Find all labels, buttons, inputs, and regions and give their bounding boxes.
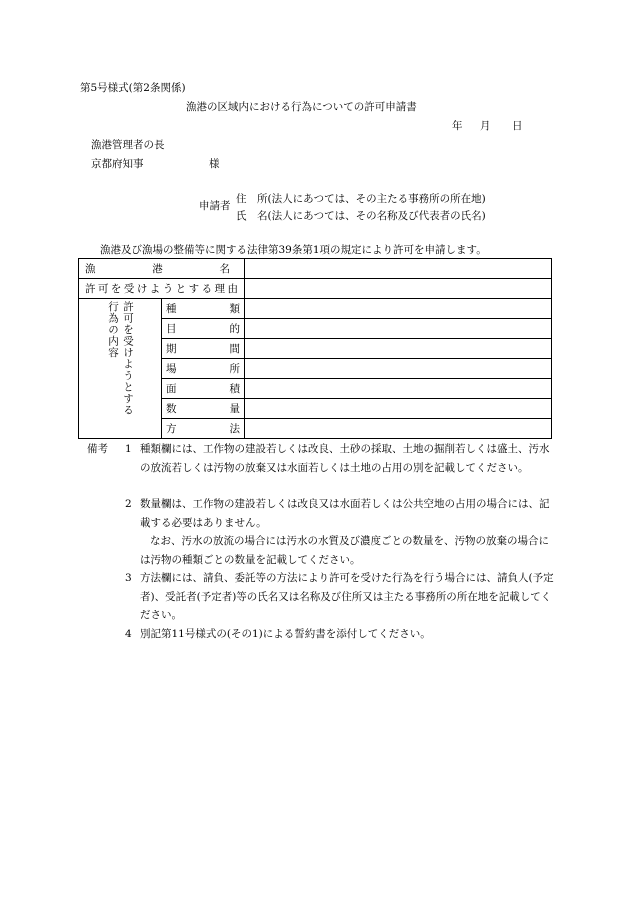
date-day: 日: [512, 120, 523, 132]
label-char: 種: [166, 303, 177, 315]
notes-heading: 備考: [87, 443, 108, 455]
applicant-label: 申請者: [199, 200, 231, 212]
note-number: 4: [125, 628, 132, 640]
label-item: [162, 339, 245, 359]
addressee-title: 漁港管理者の長: [91, 139, 165, 151]
value-reason[interactable]: [245, 279, 552, 299]
label-item: [162, 419, 245, 439]
value-item[interactable]: [245, 359, 552, 379]
applicant-address: [236, 191, 486, 208]
label-char: 方: [166, 423, 177, 435]
intro-text: 漁港及び漁場の整備等に関する法律第39条第1項の規定により許可を申請します。: [100, 244, 487, 256]
date-year: 年: [452, 120, 463, 132]
form-number: 第5号様式(第2条関係): [80, 82, 186, 94]
addressee-governor: 京都府知事: [91, 158, 144, 170]
label-char: す: [188, 283, 200, 295]
note-item: [125, 569, 555, 625]
label-char: 理: [214, 283, 226, 295]
label-char: け: [136, 283, 148, 295]
value-item[interactable]: [245, 339, 552, 359]
row-reason: [79, 279, 552, 299]
label-char: 面: [166, 383, 177, 395]
label-item: [162, 379, 245, 399]
label-char: を: [110, 283, 122, 295]
note-number: 1: [125, 443, 132, 455]
note-text: 別記第11号様式の(その1)による誓約書を添付してください。: [140, 628, 431, 640]
vertical-label-inner: 行為の内容: [107, 301, 119, 359]
address-note: (法人にあつては、その主たる事務所の所在地): [267, 193, 486, 205]
value-item[interactable]: [245, 419, 552, 439]
note-item: [125, 625, 555, 644]
label-char: 期: [166, 343, 177, 355]
label-char: る: [201, 283, 213, 295]
address-label: 住 所: [236, 193, 268, 205]
label-char: 漁: [85, 263, 96, 275]
label-char: 数: [166, 403, 177, 415]
value-item[interactable]: [245, 399, 552, 419]
date-month: 月: [480, 120, 491, 132]
note-text: 種類欄には、工作物の建設若しくは改良、土砂の採取、土地の掘削若しくは盛土、汚水の放流若しくは汚物の放棄又は水面若しくは土地の占用の別を記載してください。: [140, 443, 550, 474]
note-number: 2: [125, 498, 132, 510]
addressee-honorific: 様: [209, 158, 220, 170]
label-char: 由: [227, 283, 238, 295]
applicant-name: [236, 208, 486, 225]
row-item: [79, 299, 552, 319]
label-item: [162, 399, 245, 419]
label-reason: [79, 279, 245, 299]
label-char: 名: [219, 263, 230, 275]
label-char: 受: [123, 283, 135, 295]
note-item: [125, 495, 555, 532]
label-char: 可: [97, 283, 109, 295]
name-note: (法人にあつては、その名称及び代表者の氏名): [267, 210, 486, 222]
label-char: 場: [166, 363, 177, 375]
vertical-label-outer: 許可を受けようとする: [122, 301, 134, 416]
document-title: 漁港の区域内における行為についての許可申請書: [186, 101, 417, 113]
label-char: 間: [229, 343, 240, 355]
value-item[interactable]: [245, 319, 552, 339]
row-port-name: [79, 259, 552, 279]
label-item: [162, 319, 245, 339]
label-char: 目: [166, 323, 177, 335]
label-char: 類: [229, 303, 240, 315]
note-text: 方法欄には、請負、委託等の方法により許可を受けた行為を行う場合には、請負人(予定者)、受託者(予定者)等の氏名又は名称及び住所又は主たる事務所の所在地を記載してください。: [140, 572, 554, 621]
label-char: と: [175, 283, 187, 295]
label-act-content: [79, 299, 162, 439]
addressee-name: [91, 157, 220, 171]
label-item: [162, 359, 245, 379]
name-label: 氏 名: [236, 210, 268, 222]
application-table: [78, 258, 552, 439]
note-item: [125, 532, 555, 569]
note-number: 3: [125, 572, 132, 584]
label-item: [162, 299, 245, 319]
label-char: 積: [229, 383, 240, 395]
label-char: 許: [85, 283, 96, 295]
value-item[interactable]: [245, 379, 552, 399]
label-char: よ: [149, 283, 161, 295]
note-text: 数量欄は、工作物の建設若しくは改良又は水面若しくは公共空地の占用の場合には、記載する必要はありません。: [140, 498, 550, 529]
label-char: 所: [229, 363, 240, 375]
note-item: [125, 440, 555, 477]
note-text: なお、汚水の放流の場合には汚水の水質及び濃度ごとの数量を、汚物の放棄の場合には汚物の種類ごとの数量を記載してください。: [140, 535, 549, 566]
value-item[interactable]: [245, 299, 552, 319]
applicant-fields: [236, 191, 486, 225]
label-char: 法: [229, 423, 240, 435]
label-port-name: [79, 259, 245, 279]
label-char: う: [162, 283, 174, 295]
label-char: 量: [229, 403, 240, 415]
value-port-name[interactable]: [245, 259, 552, 279]
label-char: 的: [229, 323, 240, 335]
label-char: 港: [152, 263, 163, 275]
